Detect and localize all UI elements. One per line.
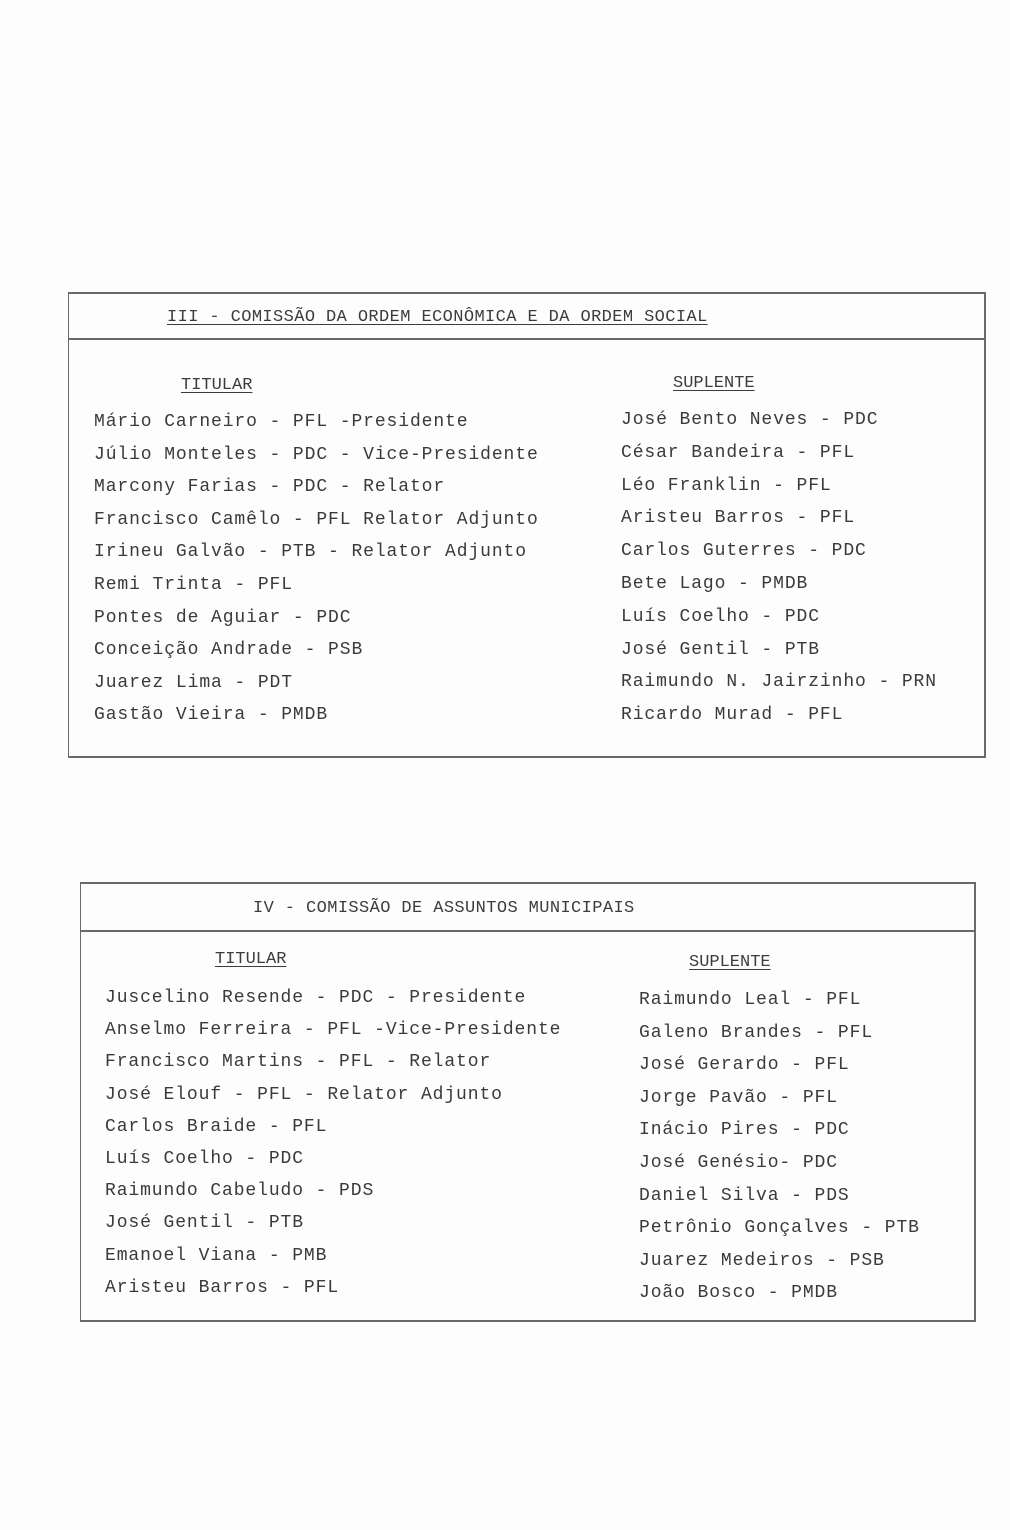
list-item: João Bosco - PMDB <box>639 1283 838 1304</box>
suplente-list <box>621 404 937 732</box>
list-item: Luís Coelho - PDC <box>105 1149 304 1170</box>
list-item: Jorge Pavão - PFL <box>639 1087 838 1108</box>
list-item: Francisco Camêlo - PFL Relator Adjunto <box>94 509 539 530</box>
committee-title: III - COMISSÃO DA ORDEM ECONÔMICA E DA ORDEM SOCIAL <box>167 308 708 327</box>
list-item: Júlio Monteles - PDC - Vice-Presidente <box>94 444 539 465</box>
committee-title: IV - COMISSÃO DE ASSUNTOS MUNICIPAIS <box>253 899 635 918</box>
list-item: Irineu Galvão - PTB - Relator Adjunto <box>94 542 527 563</box>
list-item: José Elouf - PFL - Relator Adjunto <box>105 1084 503 1105</box>
list-item: José Gentil - PTB <box>621 639 820 660</box>
list-item: Carlos Braide - PFL <box>105 1116 328 1137</box>
list-item: Pontes de Aguiar - PDC <box>94 607 352 628</box>
list-item: Galeno Brandes - PFL <box>639 1022 874 1043</box>
list-item: Conceição Andrade - PSB <box>94 640 364 661</box>
list-item: Bete Lago - PMDB <box>621 573 809 594</box>
list-item: Léo Franklin - PFL <box>621 475 832 496</box>
list-item: Francisco Martins - PFL - Relator <box>105 1052 492 1073</box>
committee-header <box>81 884 974 932</box>
list-item: César Bandeira - PFL <box>621 442 856 463</box>
list-item: Petrônio Gonçalves - PTB <box>639 1218 920 1239</box>
list-item: José Gerardo - PFL <box>639 1055 850 1076</box>
committee-box-economic-social <box>68 292 986 758</box>
titular-list <box>94 406 539 732</box>
list-item: Raimundo N. Jairzinho - PRN <box>621 672 937 693</box>
suplente-heading: SUPLENTE <box>673 374 755 393</box>
committee-box-municipal-affairs <box>80 882 976 1322</box>
list-item: Aristeu Barros - PFL <box>105 1277 340 1298</box>
list-item: Raimundo Cabeludo - PDS <box>105 1181 375 1202</box>
list-item: Juarez Medeiros - PSB <box>639 1250 885 1271</box>
titular-list <box>105 982 561 1304</box>
list-item: Mário Carneiro - PFL -Presidente <box>94 412 469 432</box>
list-item: Carlos Guterres - PDC <box>621 541 867 562</box>
list-item: Inácio Pires - PDC <box>639 1120 850 1141</box>
suplente-heading: SUPLENTE <box>689 953 771 972</box>
list-item: José Gentil - PTB <box>105 1213 304 1234</box>
list-item: Luís Coelho - PDC <box>621 606 820 627</box>
list-item: Emanoel Viana - PMB <box>105 1245 328 1266</box>
list-item: José Bento Neves - PDC <box>621 410 879 430</box>
list-item: Juarez Lima - PDT <box>94 672 293 693</box>
titular-heading: TITULAR <box>181 376 253 395</box>
list-item: José Genésio- PDC <box>639 1152 838 1173</box>
list-item: Raimundo Leal - PFL <box>639 990 862 1010</box>
list-item: Marcony Farias - PDC - Relator <box>94 477 446 498</box>
list-item: Remi Trinta - PFL <box>94 574 293 595</box>
list-item: Juscelino Resende - PDC - Presidente <box>105 988 527 1008</box>
titular-heading: TITULAR <box>215 950 287 969</box>
list-item: Daniel Silva - PDS <box>639 1185 850 1206</box>
suplente-list <box>639 984 920 1310</box>
list-item: Anselmo Ferreira - PFL -Vice-Presidente <box>105 1020 562 1041</box>
list-item: Gastão Vieira - PMDB <box>94 705 329 726</box>
committee-header <box>69 294 984 340</box>
list-item: Aristeu Barros - PFL <box>621 508 856 529</box>
list-item: Ricardo Murad - PFL <box>621 705 844 726</box>
